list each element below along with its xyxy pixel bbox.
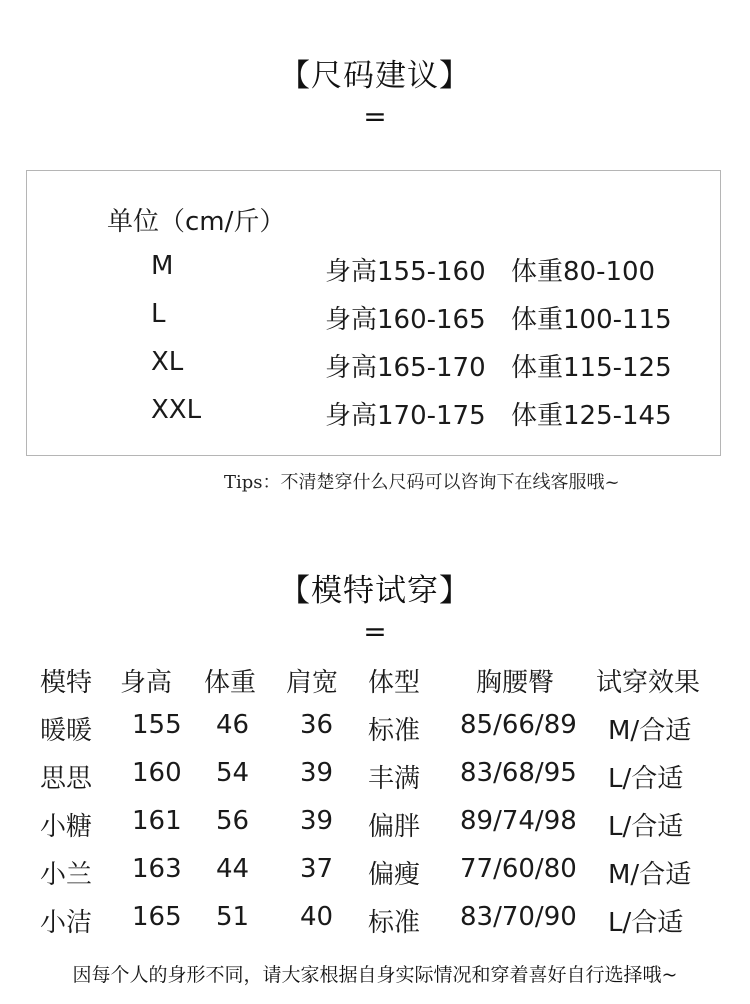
size-label: XXL xyxy=(151,395,202,425)
model-name: 小兰 xyxy=(40,860,93,890)
model-section-divider: = xyxy=(363,615,387,648)
column-header: 肩宽 xyxy=(286,668,339,698)
model-fit-result: M/合适 xyxy=(608,860,692,890)
model-name: 暖暖 xyxy=(40,716,93,746)
model-measurements: 83/70/90 xyxy=(460,902,577,932)
table-header-row xyxy=(0,662,750,702)
size-height-range: 身高170-175 xyxy=(325,401,486,431)
model-name: 思思 xyxy=(40,764,93,794)
model-weight: 56 xyxy=(216,806,250,836)
model-shoulder: 39 xyxy=(300,806,334,836)
model-section-title: 【模特试穿】 xyxy=(279,573,471,609)
size-label: XL xyxy=(151,347,184,377)
model-height: 155 xyxy=(132,710,182,740)
model-fit-result: L/合适 xyxy=(608,812,684,842)
model-body-type: 标准 xyxy=(368,908,421,938)
size-weight-range: 体重115-125 xyxy=(511,353,672,383)
size-row xyxy=(27,395,722,435)
size-weight-range: 体重125-145 xyxy=(511,401,672,431)
model-height: 163 xyxy=(132,854,182,884)
model-body-type: 丰满 xyxy=(368,764,421,794)
column-header: 模特 xyxy=(40,668,93,698)
table-row xyxy=(0,806,750,846)
size-chart-box xyxy=(26,170,721,456)
model-shoulder: 37 xyxy=(300,854,334,884)
column-header: 身高 xyxy=(120,668,173,698)
model-body-type: 偏瘦 xyxy=(368,860,421,890)
tips-text: Tips：不清楚穿什么尺码可以咨询下在线客服哦~ xyxy=(224,472,620,493)
table-row xyxy=(0,854,750,894)
size-height-range: 身高160-165 xyxy=(325,305,486,335)
size-weight-range: 体重80-100 xyxy=(511,257,656,287)
model-shoulder: 40 xyxy=(300,902,334,932)
size-section-title: 【尺码建议】 xyxy=(279,58,471,94)
table-row xyxy=(0,902,750,942)
column-header: 胸腰臀 xyxy=(476,668,555,698)
model-name: 小糖 xyxy=(40,812,93,842)
model-fit-result: M/合适 xyxy=(608,716,692,746)
size-label: L xyxy=(151,299,166,329)
model-body-type: 偏胖 xyxy=(368,812,421,842)
table-row xyxy=(0,710,750,750)
model-weight: 46 xyxy=(216,710,250,740)
column-header: 试穿效果 xyxy=(596,668,701,698)
model-fit-result: L/合适 xyxy=(608,908,684,938)
size-row xyxy=(27,347,722,387)
model-name: 小洁 xyxy=(40,908,93,938)
model-body-type: 标准 xyxy=(368,716,421,746)
size-height-range: 身高165-170 xyxy=(325,353,486,383)
size-row xyxy=(27,299,722,339)
footer-note: 因每个人的身形不同，请大家根据自身实际情况和穿着喜好自行选择哦~ xyxy=(72,964,678,986)
model-measurements: 83/68/95 xyxy=(460,758,577,788)
model-measurements: 85/66/89 xyxy=(460,710,577,740)
model-measurements: 77/60/80 xyxy=(460,854,577,884)
model-weight: 51 xyxy=(216,902,250,932)
model-height: 165 xyxy=(132,902,182,932)
model-weight: 54 xyxy=(216,758,250,788)
size-label: M xyxy=(151,251,174,281)
table-row xyxy=(0,758,750,798)
model-fit-result: L/合适 xyxy=(608,764,684,794)
model-weight: 44 xyxy=(216,854,250,884)
model-height: 160 xyxy=(132,758,182,788)
model-shoulder: 39 xyxy=(300,758,334,788)
model-shoulder: 36 xyxy=(300,710,334,740)
unit-label: 单位（cm/斤） xyxy=(107,207,286,237)
size-height-range: 身高155-160 xyxy=(325,257,486,287)
size-weight-range: 体重100-115 xyxy=(511,305,672,335)
column-header: 体重 xyxy=(204,668,257,698)
size-section-divider: = xyxy=(363,100,387,133)
size-row xyxy=(27,251,722,291)
column-header: 体型 xyxy=(368,668,421,698)
model-height: 161 xyxy=(132,806,182,836)
model-measurements: 89/74/98 xyxy=(460,806,577,836)
